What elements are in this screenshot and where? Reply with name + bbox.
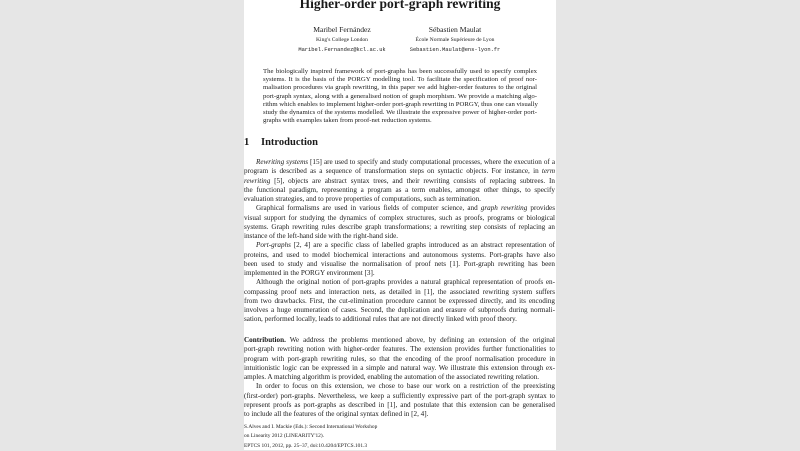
paragraph-line [244,278,555,287]
footer-line: EPTCS 101, 2012, pp. 25–37, doi:10.4204/EPTCS.101.3 [244,442,368,449]
emphasis-text: Rewriting systems [256,158,309,166]
text-run: Although the original notion of port-graphs provides a natural graphical representation of proofs en- [256,278,555,287]
footer-citation [244,423,377,451]
text-run: We address the problems mentioned above, by defining an extension of the original [285,336,555,344]
author-name: Sébastien Maulat [428,25,482,34]
text-run: represent proofs as port-graphs as described in [1], and postulate that this extension can be generalised [244,400,555,409]
paragraph-line [244,158,555,167]
author-name: Maribel Fernández [313,25,371,34]
text-run: [2, 4] are a specific class of labelled graphs introduced as an abstract representation of [290,241,555,250]
paragraph-line [244,297,555,306]
text-run: [15] are used to specify and study computational processes, where the execution of a [308,158,555,166]
footer-line: S.Alves and I. Mackie (Eds.): Second International Workshop [244,424,378,430]
abstract-line: The biologically inspired framework of port-graphs has been successfully used to specify complex [263,68,537,75]
text-run: (first-order) port-graphs. Nevertheless, we keep a sufficiently expressive part of the port-graph syntax to [244,391,555,400]
body-text-contribution [244,336,555,419]
paragraph-line [244,232,555,241]
abstract [263,68,537,125]
text-run: instance of the left-hand side with the right-hand side. [244,232,399,240]
emphasis-text: graph rewriting [480,204,528,213]
paragraph-line [244,167,555,176]
paragraph-line [244,336,555,345]
paragraph-line [244,355,555,364]
text-run: port-graph rewriting notion with higher-order features. The extension provides further functionalities to [244,345,555,354]
author-email[interactable]: Maribel.Fernandez@kcl.ac.uk [298,47,386,53]
paragraph-line [244,373,555,382]
text-run: visual support for studying the dynamics of complex structures, such as proofs, programs or biological [244,213,555,222]
abstract-line: systems. It is the basis of the PORGY modelling tool. To facilitate the specification of proof nor- [263,76,537,84]
text-run: to include all the features of the original syntax defined in [2, 4]. [244,410,429,418]
text-run: program is described as a sequence of transformation steps on syntactic objects. For instance, in [244,167,542,176]
abstract-line: study the dynamics of the systems modelled. We illustrate the expressive power of higher-order port- [263,108,537,116]
emphasis-text: term [541,167,555,176]
paragraph-line [244,186,555,195]
footer-line: on Linearity 2012 (LINEARITY'12). [244,433,325,440]
paragraph-line [244,306,555,315]
paragraph-line [244,204,555,213]
abstract-line: port-graph syntax, along with a generalised notion of graph morphism. We provide a matching algo- [263,92,537,100]
paragraph-line [244,195,555,204]
text-run: sation, performed locally, leads to additional rules that are not directly linked with proof theory. [244,315,517,324]
paper-title: Higher-order port-graph rewriting [299,0,501,11]
abstract-line: graphs with examples taken from proof-net reduction systems. [263,117,432,125]
text-run: compassing proof nets and interaction nets, as detailed in [1], the associated rewriting system suffers [244,287,555,296]
paragraph-line [244,364,555,373]
section-number: 1 [244,137,250,148]
text-run: Graphical formalisms are used in various fields of computer science, and [256,204,481,213]
pdf-page [244,0,556,450]
text-run: proteins, and used to model biochemical interactions and autonomous systems. Port-graphs have also [244,250,555,259]
paragraph-line [244,223,555,232]
paragraph-line [244,251,555,260]
paragraph-line [244,288,555,297]
text-run: implemented in the PORGY environment [3]. [244,269,375,277]
author-block [380,25,530,55]
text-run: amples. A matching algorithm is provided, enabling the automation of the associated rewriting relation. [244,373,540,381]
text-run: from two drawbacks. First, the cut-elimination procedure cannot be expressed directly, and its encoding [244,296,555,305]
text-run: the functional paradigm, representing a program as a term enables, amongst other things, to specify [244,185,555,194]
text-run: program with port-graph rewriting rules, so that the encoding of the proof normalisation procedure in [244,354,555,363]
body-text [244,158,555,325]
author-affiliation: École Normale Supérieure de Lyon [415,37,495,43]
text-run: involves a huge enumeration of cases. Second, the duplication and erasure of subproofs during normali- [244,306,555,314]
paragraph-line [244,410,555,419]
paragraph-line [244,177,555,186]
text-run: intuitionistic logic can be expressed in a simple and natural way. We illustrate this extension through ex- [244,363,555,372]
text-run: In order to focus on this extension, we chose to base our work on a restriction of the preexisting [256,382,555,391]
text-run: systems. Graph rewriting rules describe graph transformations; a rewriting step consists of replacing an [244,222,555,231]
abstract-line: rithm which enables to implement higher-order port-graph rewriting in PORGY, thus one can visually [263,100,538,108]
run-in-heading: Contribution. [244,336,286,344]
emphasis-text: Port-graphs [256,241,291,250]
text-run: evaluation strategies, and to prove properties of computations, such as termination. [244,195,481,203]
section-heading [244,137,318,148]
paragraph-line [244,315,555,324]
paragraph-line [244,214,555,223]
paragraph-line [244,401,555,410]
text-run: been used to study and visualise the normalisation of proof nets [1]. Port-graph rewriting has been [244,259,555,268]
text-run: [5], objects are abstract syntax trees, and their rewriting consists of replacing subtrees. In [270,176,555,185]
paragraph-line [244,260,555,269]
abstract-line: malisation procedures via graph rewriting, in this paper we add higher-order features to the original [263,84,537,92]
paragraph-line [244,345,555,354]
paragraph-line [244,241,555,250]
emphasis-text: rewriting [244,176,271,185]
paragraph-line [244,269,555,278]
section-title: Introduction [261,137,318,148]
paragraph-line [244,382,555,391]
paragraph-line [244,392,555,401]
text-run: provides [527,204,555,213]
author-email[interactable]: Sebastien.Maulat@ens-lyon.fr [409,47,501,53]
author-affiliation: King's College London [316,37,368,43]
